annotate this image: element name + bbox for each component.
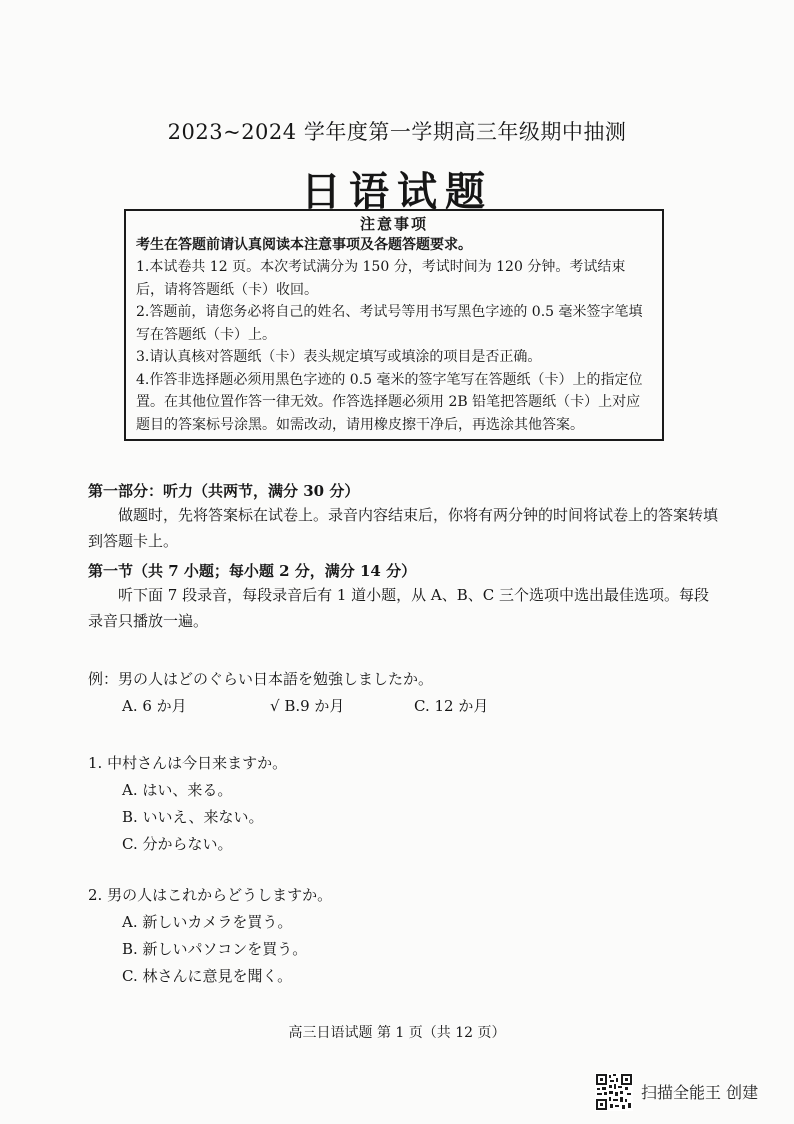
question-2: 2. 男の人はこれからどうしますか。: [88, 886, 333, 904]
question-1-option-a: A. はい、来る。: [122, 781, 233, 799]
question-1: 1. 中村さんは今日来ますか。: [88, 754, 288, 772]
question-2-option-c: C. 林さんに意見を聞く。: [122, 967, 293, 985]
example-option-a: A. 6 か月: [122, 697, 187, 715]
notice-item: 1.本试卷共 12 页。本次考试满分为 150 分，考试时间为 120 分钟。考试结束后，请将答题纸（卡）收回。: [136, 259, 626, 298]
section1-heading: 第一节（共 7 小题；每小题 2 分，满分 14 分）: [88, 562, 417, 580]
notice-item: 3.请认真核对答题纸（卡）表头规定填写或填涂的项目是否正确。: [136, 349, 542, 365]
question-2-option-a: A. 新しいカメラを買う。: [122, 913, 293, 931]
qr-code-icon: [595, 1073, 633, 1111]
scanner-watermark: 扫描全能王 创建: [641, 1083, 759, 1102]
notice-box: [124, 209, 664, 441]
notice-lead: 考生在答题前请认真阅读本注意事项及各题答题要求。: [136, 237, 472, 253]
exam-title: 2023~2024 学年度第一学期高三年级期中抽测: [167, 120, 627, 144]
notice-heading: 注意事项: [359, 215, 428, 233]
question-1-option-c: C. 分からない。: [122, 835, 233, 853]
notice-item: 2.答题前，请您务必将自己的姓名、考试号等用书写黑色字迹的 0.5 毫米签字笔填写在答题纸（卡）上。: [136, 304, 643, 343]
example-option-c: C. 12 か月: [414, 697, 489, 715]
part1-instruction: 做题时，先将答案标在试卷上。录音内容结束后，你将有两分钟的时间将试卷上的答案转填到答题卡上。: [88, 506, 719, 550]
example-question: 例：男の人はどのぐらい日本語を勉強しましたか。: [88, 670, 434, 688]
question-2-option-b: B. 新しいパソコンを買う。: [122, 940, 308, 958]
page-footer: 高三日语试题 第 1 页（共 12 页）: [288, 1025, 506, 1041]
question-1-option-b: B. いいえ、来ない。: [122, 808, 264, 826]
section1-instruction: 听下面 7 段录音，每段录音后有 1 道小题，从 A、B、C 三个选项中选出最佳选项。每段录音只播放一遍。: [88, 586, 710, 630]
part1-heading: 第一部分：听力（共两节，满分 30 分）: [88, 482, 360, 500]
notice-item: 4.作答非选择题必须用黑色字迹的 0.5 毫米的签字笔写在答题纸（卡）上的指定位置。在其他位置作答一律无效。作答选择题必须用 2B 铅笔把答题纸（卡）上对应题目的答案标号涂黑。如需改动，请用橡皮擦干净后，再选涂其他答案。: [136, 371, 643, 433]
example-option-b: √ B.9 か月: [270, 697, 345, 715]
subject-title: 日语试题: [301, 169, 493, 215]
